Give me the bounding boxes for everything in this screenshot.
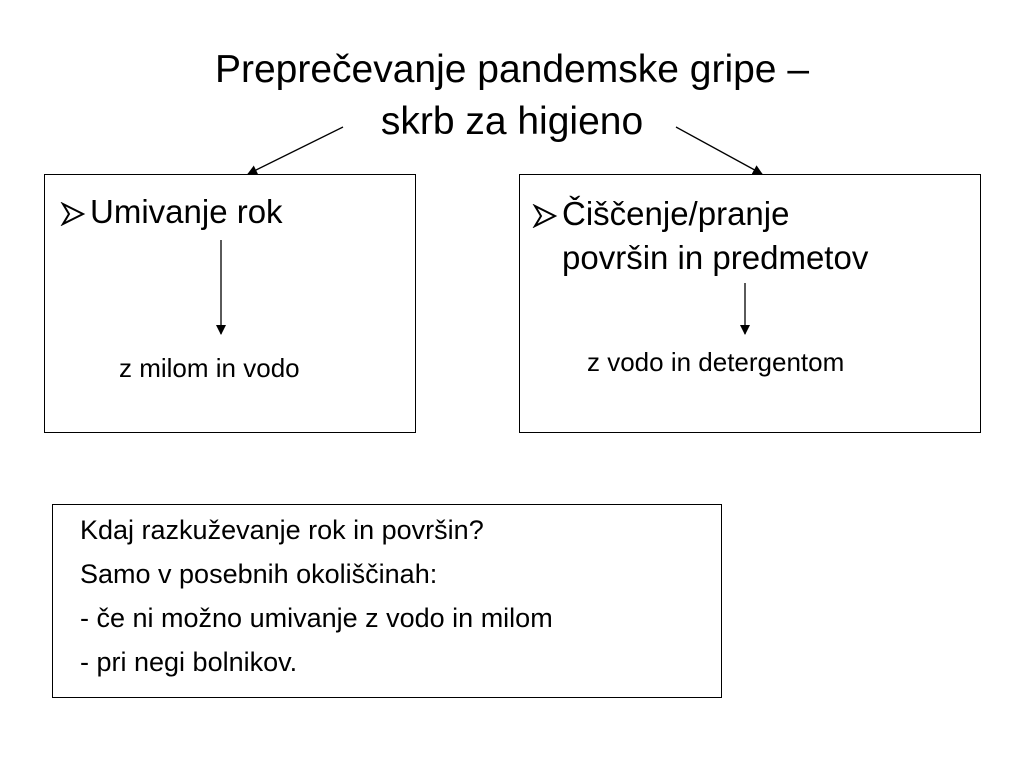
info-line: - če ni možno umivanje z vodo in milom — [80, 603, 553, 633]
surface-cleaning-label-line-1: Čiščenje/pranje — [562, 195, 790, 232]
hand-washing-note: z milom in vodo — [119, 353, 300, 383]
title-to-left-box-arrow — [248, 127, 343, 174]
info-line: - pri negi bolnikov. — [80, 647, 298, 677]
surface-cleaning-label-line-2: površin in predmetov — [562, 239, 869, 276]
hand-washing-bullet — [60, 190, 283, 234]
title-line-2: skrb za higieno — [380, 100, 644, 143]
surface-cleaning-note: z vodo in detergentom — [587, 347, 845, 377]
title-to-right-box-arrow — [676, 127, 762, 174]
disinfection-info-text — [80, 512, 553, 688]
info-line: Kdaj razkuževanje rok in površin? — [80, 515, 484, 545]
hand-washing-label: Umivanje rok — [90, 193, 283, 230]
arrowhead-bullet-icon — [532, 192, 562, 228]
title-line-1: Preprečevanje pandemske gripe – — [214, 48, 810, 91]
surface-cleaning-bullet — [532, 192, 868, 280]
info-line: Samo v posebnih okoliščinah: — [80, 559, 438, 589]
arrowhead-bullet-icon — [60, 190, 90, 226]
